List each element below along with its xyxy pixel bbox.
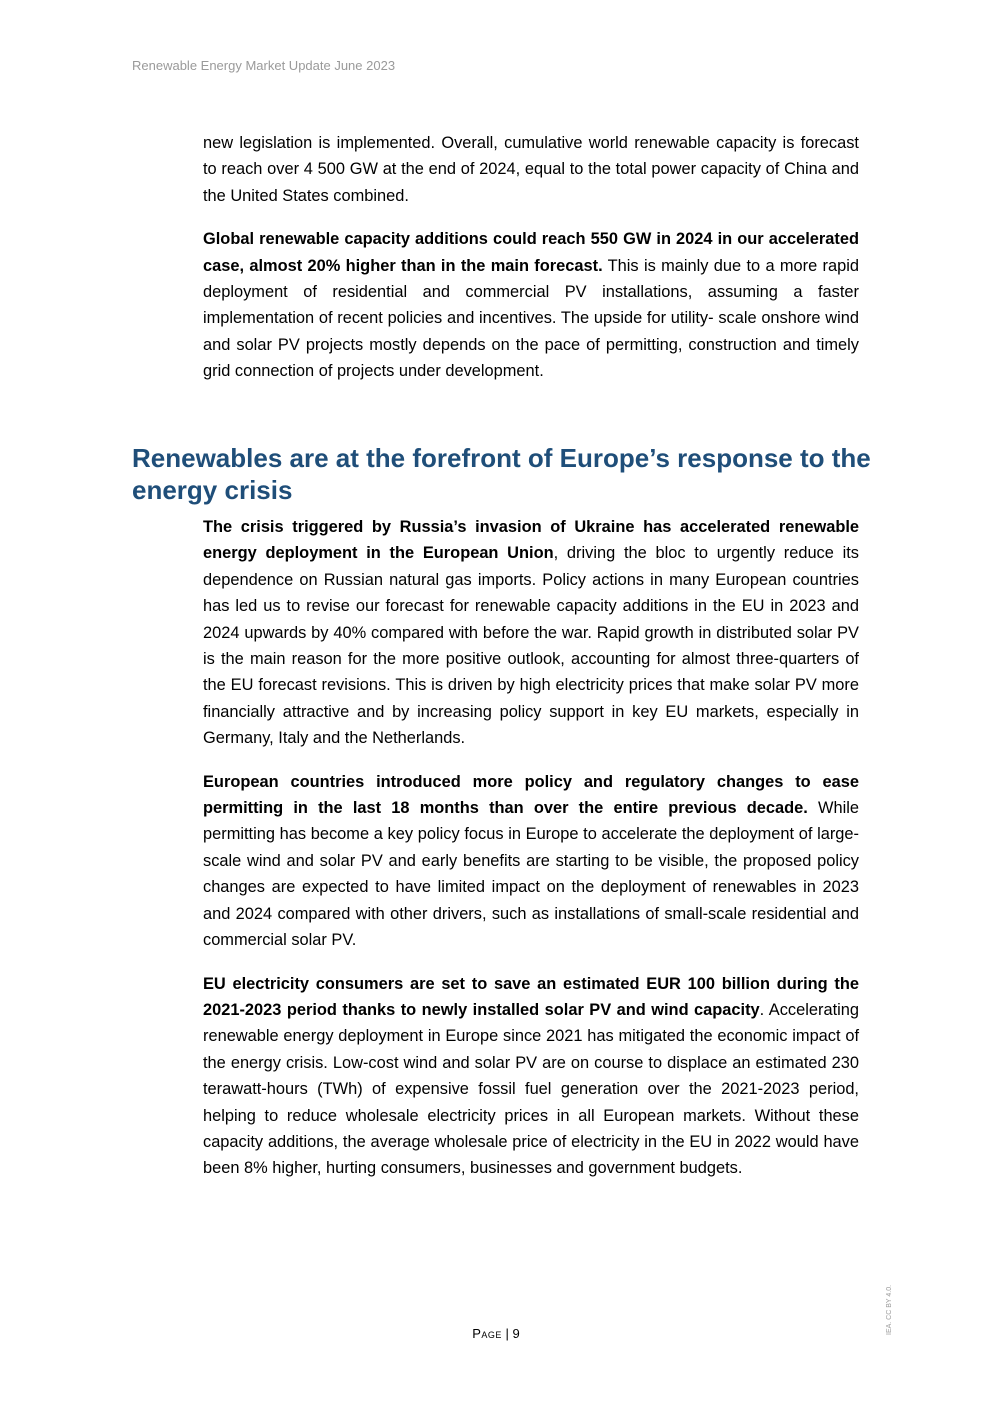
paragraph-body: This is mainly due to a more rapid deployment of residential and commercial PV installations, assuming a faster implementation of recent policies and incentives. The upside for utility- scale onshore wind and solar PV projects mostly depends on the pace of permitting, construction and timely grid connection of projects under development.: [203, 256, 859, 381]
top-text-block: [203, 130, 859, 402]
paragraph-lead: The crisis triggered by Russia’s invasion of Ukraine has accelerated renewable energy deployment in the European Union: [203, 518, 859, 563]
page-label: Page: [472, 1326, 502, 1341]
page-footer: [0, 1326, 992, 1341]
paragraph-body: , driving the bloc to urgently reduce its dependence on Russian natural gas imports. Policy actions in many European countries has led us to revise our forecast for renewable capacity additions in the EU in 2023 and 2024 upwards by 40% compared with before the war. Rapid growth in distributed solar PV is the main reason for the more positive outlook, accounting for almost three-quarters of the EU forecast revisions. This is driven by high electricity prices that make solar PV more financially attractive and by increasing policy support in key EU markets, especially in Germany, Italy and the Netherlands.: [203, 544, 860, 748]
paragraph: [203, 769, 859, 954]
license-note: IEA. CC BY 4.0.: [886, 1284, 893, 1335]
paragraph-lead: EU electricity consumers are set to save an estimated EUR 100 billion during the 2021-2023 period thanks to newly installed solar PV and wind capacity: [203, 974, 859, 1019]
section-text-block: [203, 514, 859, 1199]
running-header: Renewable Energy Market Update June 2023: [132, 58, 396, 73]
paragraph: [203, 226, 859, 384]
section-heading: Renewables are at the forefront of Europe’s response to the energy crisis: [132, 443, 871, 505]
paragraph: [203, 130, 859, 209]
paragraph-lead: Global renewable capacity additions could reach 550 GW in 2024 in our accelerated case, almost 20% higher than in the main forecast.: [203, 230, 859, 275]
page-separator: |: [501, 1326, 513, 1341]
paragraph-body: . Accelerating renewable energy deployment in Europe since 2021 has mitigated the economic impact of the energy crisis. Low-cost wind and solar PV are on course to displace an estimated 230 terawatt-hours (TWh) of expensive fossil fuel generation over the 2021-2023 period, helping to reduce wholesale electricity prices in all European markets. Without these capacity additions, the average wholesale price of electricity in the EU in 2022 would have been 8% higher, hurting consumers, businesses and government budgets.: [203, 1000, 859, 1178]
page-number: 9: [512, 1326, 520, 1341]
paragraph-body: While permitting has become a key policy focus in Europe to accelerate the deployment of large-scale wind and solar PV and early benefits are starting to be visible, the proposed policy changes are expected to have limited impact on the deployment of renewables in 2023 and 2024 compared with other drivers, such as installations of small-scale residential and commercial solar PV.: [203, 799, 860, 950]
paragraph: [203, 514, 859, 752]
paragraph-lead: European countries introduced more policy and regulatory changes to ease permitting in the last 18 months than over the entire previous decade.: [203, 772, 859, 818]
paragraph-body: new legislation is implemented. Overall, cumulative world renewable capacity is forecast to reach over 4 500 GW at the end of 2024, equal to the total power capacity of China and the United States combined.: [203, 134, 859, 205]
paragraph: [203, 971, 859, 1182]
